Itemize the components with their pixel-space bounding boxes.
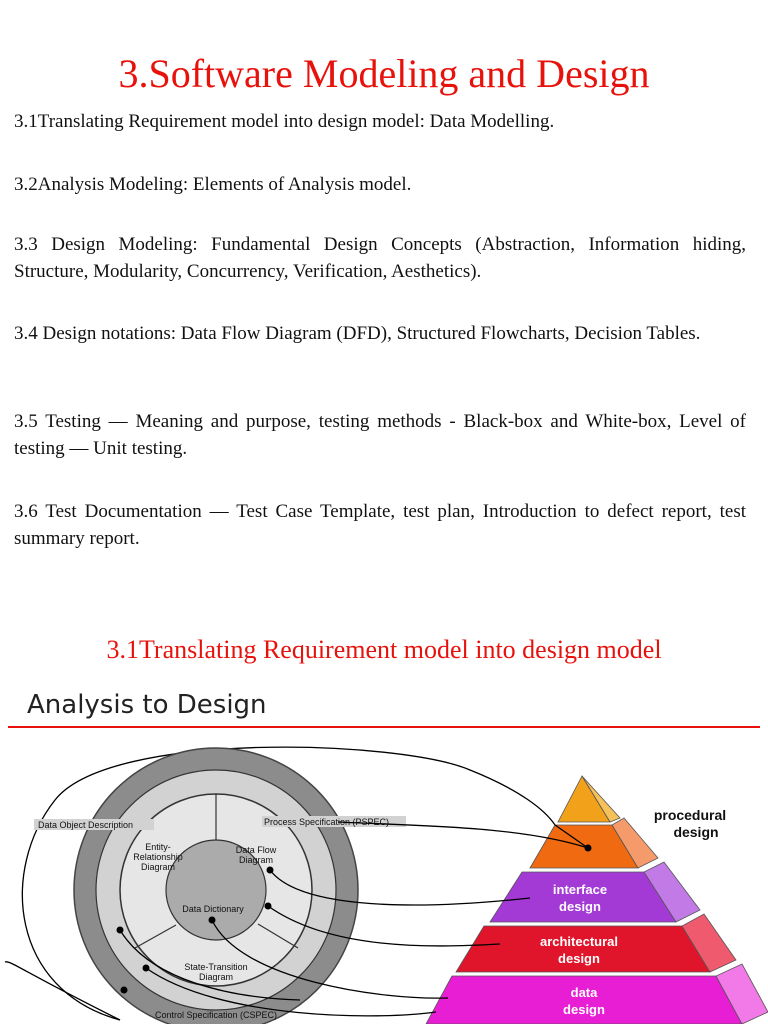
architectural-design-label-1: architectural: [539, 934, 619, 949]
dfd-label-1: Data Flow: [235, 845, 277, 855]
erd-label-2: Relationship: [133, 852, 183, 862]
architectural-design-label-2: design: [558, 951, 600, 966]
std-label-2: Diagram: [198, 972, 234, 982]
topic-3-2: 3.2Analysis Modeling: Elements of Analysis model.: [14, 174, 412, 195]
topic-3-3: 3.3 Design Modeling: Fundamental Design Concepts (Abstraction, Information hiding, Structure, Modularity, Concurrency, Verification, Aesthetics).: [14, 234, 746, 282]
data-dictionary-label: Data Dictionary: [182, 904, 244, 914]
interface-design-label-2: design: [559, 899, 601, 914]
erd-label-1: Entity-: [145, 842, 171, 852]
data-object-label: Data Object Description: [38, 820, 134, 830]
cspec-label: Control Specification (CSPEC): [154, 1010, 278, 1020]
pspec-label: Process Specification (PSPEC): [264, 817, 390, 827]
procedural-design-label-1: procedural: [653, 807, 727, 823]
procedural-design-label-2: design: [673, 824, 719, 840]
topic-3-1: 3.1Translating Requirement model into design model: Data Modelling.: [14, 111, 555, 132]
topic-3-6: 3.6 Test Documentation — Test Case Template, test plan, Introduction to defect report, test summary report.: [14, 501, 746, 549]
data-design-label-1: data: [570, 985, 598, 1000]
analysis-to-design-diagram: [0, 730, 768, 1024]
slide-title: Analysis to Design: [27, 690, 267, 720]
std-label-1: State-Transition: [184, 962, 248, 972]
page-title: 3.Software Modeling and Design: [118, 51, 650, 96]
topic-3-5: 3.5 Testing — Meaning and purpose, testing methods - Black-box and White-box, Level of testing — Unit testing.: [14, 411, 746, 459]
dfd-label-2: Diagram: [238, 855, 274, 865]
section-heading: 3.1Translating Requirement model into design model: [106, 635, 662, 664]
interface-design-label-1: interface: [552, 882, 608, 897]
erd-label-3: Diagram: [140, 862, 176, 872]
topic-3-4: 3.4 Design notations: Data Flow Diagram (DFD), Structured Flowcharts, Decision Tables.: [14, 323, 701, 344]
data-design-label-2: design: [563, 1002, 605, 1017]
slide-title-rule: [8, 726, 760, 728]
